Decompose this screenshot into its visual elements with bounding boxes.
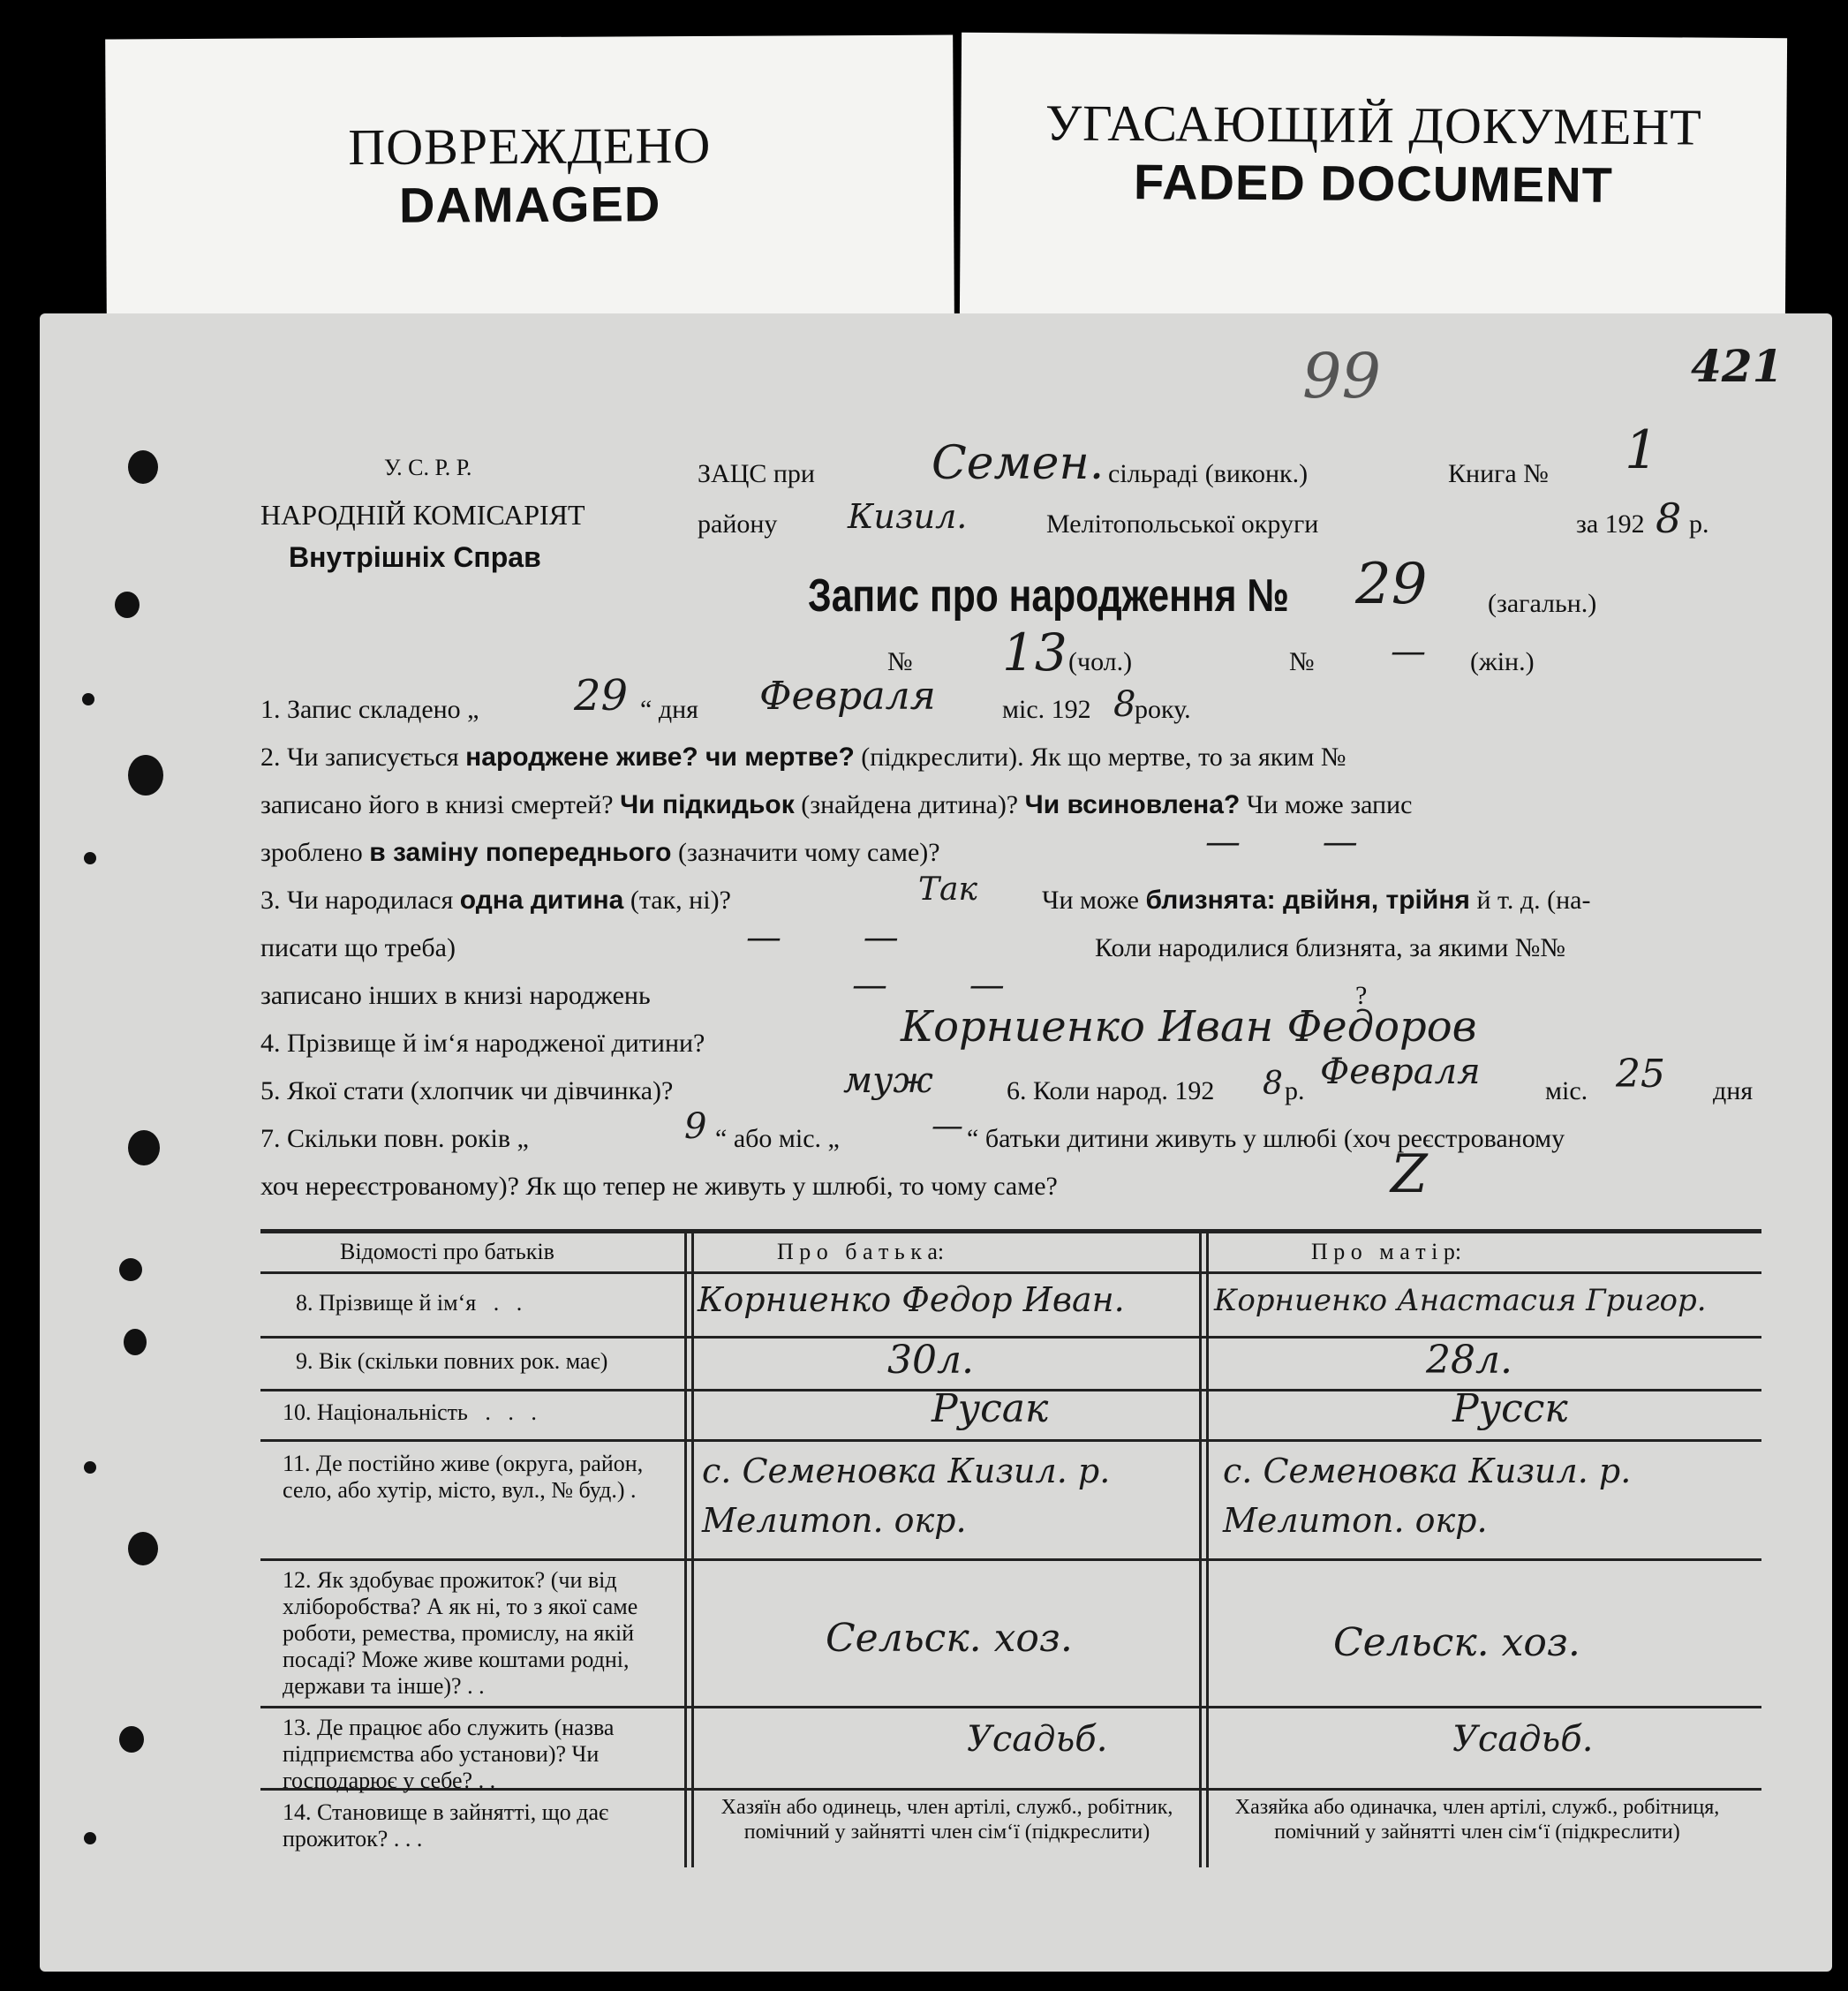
q3-l1a: 3. Чи народилася: [260, 886, 454, 915]
punch-hole: [84, 1832, 96, 1844]
rayon-prefix: району: [698, 509, 778, 539]
year-prefix: за 192: [1576, 509, 1645, 539]
q7-value: Z: [1391, 1143, 1428, 1205]
q7-months: —: [932, 1108, 963, 1144]
q2-line3: [260, 838, 940, 868]
q6-month: Февраля: [1320, 1052, 1481, 1092]
q6-label: 6. Коли народ. 192: [1007, 1076, 1215, 1105]
table-row-rule: [260, 1439, 1761, 1442]
table-row-rule: [260, 1336, 1761, 1339]
q7-l1b: “ або міс. „: [715, 1124, 840, 1153]
record-title: Запис про народження №: [808, 570, 1289, 622]
row13-label: 13. Де працює або служить (назва підприємства або установи)? Чи господарює у себе? . .: [283, 1715, 615, 1793]
header-internal-affairs: Внутрішніх Справ: [289, 541, 541, 573]
row12-mother: Сельск. хоз.: [1333, 1620, 1580, 1665]
q3-l2-value: — —: [746, 917, 934, 958]
q3-l1d: Чи може: [1042, 886, 1139, 915]
q3-l1f: й т. д. (на-: [1476, 886, 1591, 915]
q3-line1-right: [1042, 886, 1590, 916]
row10-mother: Русск: [1452, 1386, 1568, 1431]
q3-l3b: ?: [1355, 981, 1368, 1010]
punch-hole: [119, 1258, 142, 1281]
table-row-rule: [260, 1558, 1761, 1561]
q2-l2d: Чи всиновлена?: [1024, 790, 1241, 819]
q6-year: 8: [1263, 1066, 1283, 1102]
faded-label-ru: УГАСАЮЩИЙ ДОКУМЕНТ: [1045, 94, 1702, 156]
row14-label: 14. Становище в зайнятті, що дає прожиток? . . .: [283, 1799, 609, 1851]
punch-hole: [124, 1329, 147, 1355]
table-col-rule: [1199, 1232, 1202, 1867]
male-number-label: №: [887, 647, 913, 676]
table-header-father: П р о б а т ь к а:: [777, 1239, 945, 1264]
q6-dnia: дня: [1713, 1076, 1754, 1105]
q4-label: 4. Прізвище й ім‘я народженої дитини?: [260, 1029, 705, 1058]
q1-text-c: міс. 192: [1002, 695, 1091, 724]
row8-mother: Корниенко Анастасия Григор.: [1214, 1283, 1707, 1318]
q3-l3-value: — —: [852, 965, 1040, 1006]
handwritten-corner-number: 421: [1691, 340, 1784, 392]
row8-label: 8. Прізвище й ім‘я . .: [296, 1290, 523, 1316]
handwritten-page-number: 99: [1302, 340, 1382, 412]
row11-label: 11. Де постійно живе (округа, район, село, або хутір, місто, вул., № буд.) .: [283, 1451, 644, 1503]
q2-l2e: Чи може запис: [1246, 790, 1413, 819]
q2-l2a: записано його в книзі смертей?: [260, 790, 614, 819]
female-number-label: №: [1289, 647, 1315, 676]
birth-record-sheet: [40, 313, 1832, 1972]
q2-l3b: в заміну попереднього: [369, 838, 672, 867]
q7-years: 9: [684, 1106, 707, 1147]
q2-l1b: народжене живе? чи мертве?: [465, 743, 855, 772]
female-number-suffix: (жін.): [1470, 647, 1535, 676]
row12-father: Сельск. хоз.: [826, 1616, 1073, 1661]
header-ussr: У. С. Р. Р.: [384, 455, 472, 480]
table-col-rule: [1206, 1232, 1209, 1867]
q1-text-b: “ дня: [640, 695, 698, 724]
book-number: 1: [1625, 419, 1659, 481]
q7-l1a: 7. Скільки повн. років „: [260, 1124, 529, 1153]
q3-l2a: писати що треба): [260, 933, 456, 962]
q3-line1: [260, 886, 731, 916]
table-top-rule: [260, 1229, 1761, 1233]
row13-mother: Усадьб.: [1452, 1719, 1594, 1760]
row14-father: Хазяїн або одинець, член артілі, служб., робітник, помічний у зайнятті член сім‘ї (підкреслити): [720, 1796, 1173, 1844]
q3-l2b: Коли народилися близнята, за якими №№: [1095, 933, 1566, 962]
q6-day: 25: [1616, 1052, 1665, 1097]
faded-label-card: [960, 33, 1787, 321]
row10-father: Русак: [932, 1386, 1049, 1431]
male-number-suffix: (чол.): [1068, 647, 1133, 676]
q6-mis: міс.: [1545, 1076, 1588, 1105]
row11-father: с. Семеновка Кизил. р. Мелитоп. окр.: [702, 1452, 1111, 1540]
q4-child-name: Корниенко Иван Федоров: [901, 1002, 1477, 1052]
damaged-label-card: [105, 34, 954, 320]
punch-hole: [128, 450, 158, 484]
record-number: 29: [1355, 552, 1428, 617]
damaged-label-ru: ПОВРЕЖДЕНО: [348, 116, 712, 177]
row9-father: 30л.: [887, 1338, 974, 1383]
row12-label: 12. Як здобуває прожиток? (чи від хліборобства? А як ні, то з якої саме роботи, ремества, промислу, на якій посаді? Може живе коштами родні, держави та інше)? . .: [283, 1567, 638, 1699]
punch-hole: [128, 1532, 158, 1565]
record-general-label: (загальн.): [1488, 589, 1597, 618]
q2-l1c: (підкреслити). Як що мертве, то за яким №: [861, 743, 1346, 772]
q1-day: 29: [574, 671, 629, 720]
q3-l1c: (так, ні)?: [630, 886, 731, 915]
damaged-label-en: DAMAGED: [398, 176, 661, 233]
q2-l3a: зроблено: [260, 838, 363, 867]
year-value: 8: [1656, 494, 1682, 542]
rayon-value: Кизил.: [848, 497, 968, 536]
q3-l3a: записано інших в книзі народжень: [260, 981, 651, 1010]
row13-father: Усадьб.: [967, 1719, 1108, 1760]
q1-year: 8: [1113, 684, 1136, 725]
q1-text-d: року.: [1135, 695, 1191, 724]
punch-hole: [115, 592, 140, 618]
punch-hole: [128, 755, 163, 796]
table-row-rule: [260, 1706, 1761, 1708]
row10-label: 10. Національність . . .: [283, 1399, 537, 1425]
zags-village: Семен.: [932, 437, 1105, 490]
row9-mother: 28л.: [1426, 1338, 1512, 1383]
q1-month: Февраля: [759, 674, 936, 719]
q6-r: р.: [1285, 1076, 1305, 1105]
zags-suffix: сільраді (виконк.): [1108, 459, 1309, 488]
q2-l1a: 2. Чи записується: [260, 743, 459, 772]
table-header-mother: П р о м а т і р:: [1311, 1239, 1462, 1264]
faded-label-en: FADED DOCUMENT: [1133, 154, 1614, 213]
q2-value: — —: [1205, 822, 1393, 863]
q5-sex-value: муж: [843, 1060, 933, 1101]
punch-hole: [119, 1726, 144, 1753]
q3-l1e: близнята: двійня, трійня: [1145, 886, 1470, 915]
q7-line2: хоч нереєстрованому)? Як що тепер не живуть у шлюбі, то чому саме?: [260, 1172, 1058, 1201]
q2-l3c: (зазначити чому саме)?: [677, 838, 940, 867]
punch-hole: [128, 1130, 160, 1165]
table-col-rule: [691, 1232, 694, 1867]
q2-line2: [260, 790, 1412, 820]
punch-hole: [84, 1461, 96, 1474]
table-header-info: Відомості про батьків: [340, 1239, 554, 1264]
header-commissariat: НАРОДНІЙ КОМІСАРІЯТ: [260, 499, 585, 531]
q5-label: 5. Якої стати (хлопчик чи дівчинка)?: [260, 1076, 674, 1105]
male-number-value: 13: [1002, 622, 1067, 683]
table-col-rule: [684, 1232, 687, 1867]
punch-hole: [82, 693, 94, 705]
row14-mother: Хазяйка або одиначка, член артілі, служб., робітниця, помічний у зайнятті член сім‘ї (підкреслити): [1234, 1796, 1720, 1844]
female-number-value: —: [1391, 631, 1426, 672]
row11-mother: с. Семеновка Кизил. р. Мелитоп. окр.: [1223, 1452, 1632, 1540]
q1-text-a: 1. Запис складено „: [260, 695, 479, 724]
table-row-rule: [260, 1271, 1761, 1274]
zags-prefix: ЗАЦС при: [698, 459, 815, 488]
q2-l2c: (знайдена дитина)?: [801, 790, 1019, 819]
q2-line1: [260, 743, 1346, 773]
year-suffix: р.: [1689, 509, 1709, 539]
q3-single-value: Так: [918, 871, 977, 908]
book-label: Книга №: [1448, 459, 1549, 488]
row8-father: Корниенко Федор Иван.: [698, 1280, 1125, 1319]
okrug-label: Мелітопольської округи: [1046, 509, 1319, 539]
row9-label: 9. Вік (скільки повних рок. має): [296, 1348, 608, 1374]
q3-l1b: одна дитина: [459, 886, 624, 915]
punch-hole: [84, 852, 96, 864]
q2-l2b: Чи підкидьок: [620, 790, 795, 819]
q7-l1c: “ батьки дитини живуть у шлюбі (хоч реєстрованому: [967, 1124, 1565, 1153]
